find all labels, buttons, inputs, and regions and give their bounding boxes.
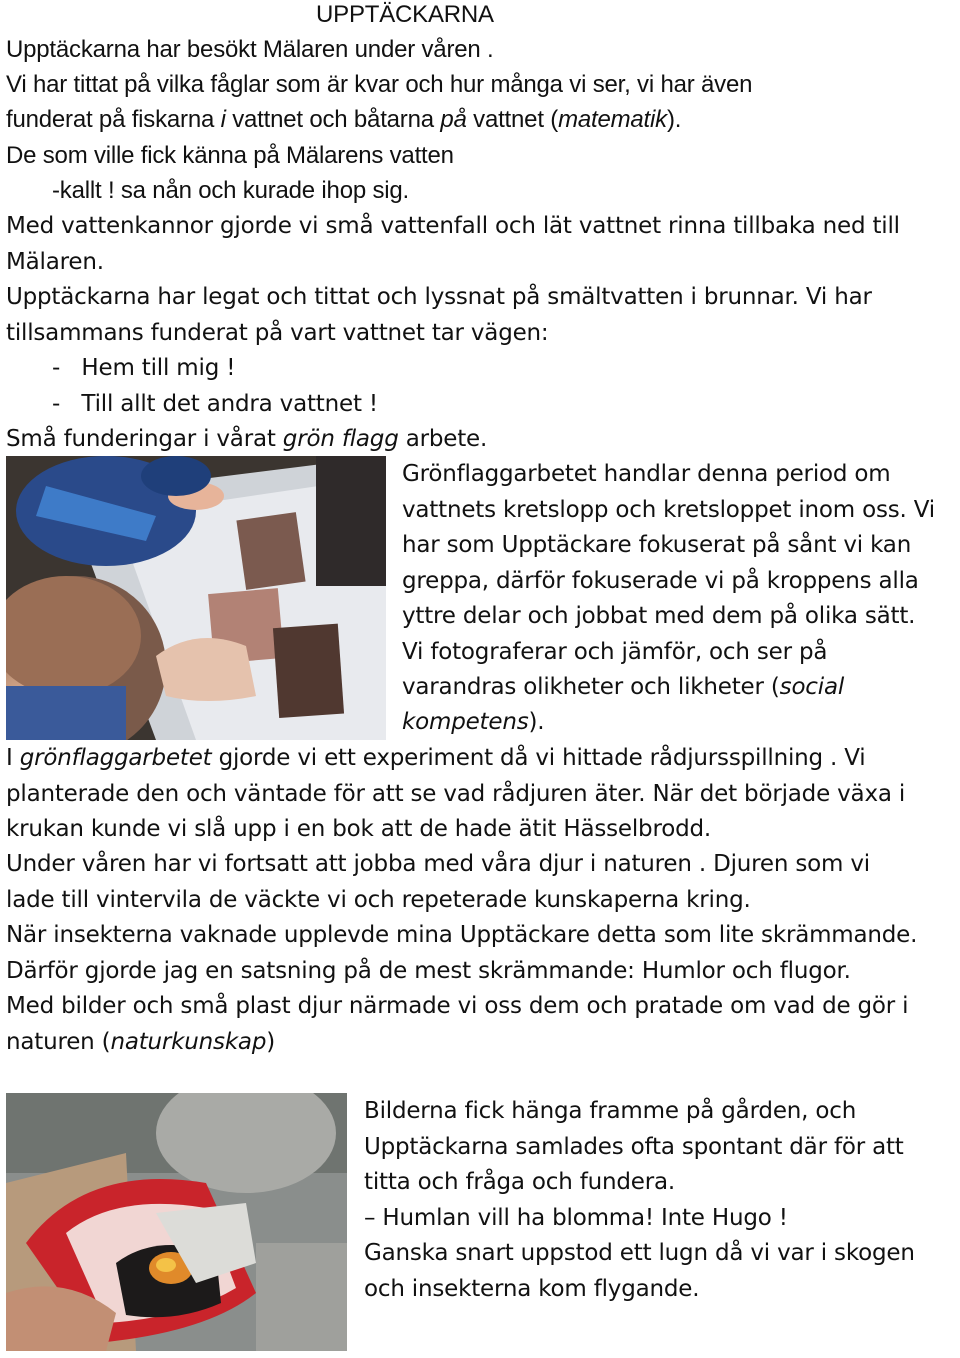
page-title: UPPTÄCKARNA [316, 1, 494, 28]
paragraph-line: lade till vintervila de väckte vi och repeterade kunskaperna kring. [6, 887, 751, 913]
paragraph-line: – Humlan vill ha blomma! Inte Hugo ! [364, 1205, 788, 1231]
photo-graphic [6, 456, 386, 740]
paragraph-line: Mälaren. [6, 249, 104, 275]
text-run: ). [666, 106, 682, 133]
paragraph-line [402, 669, 844, 705]
paragraph-line: har som Upptäckare fokuserat på sånt vi kan [402, 532, 912, 558]
intro-line: Vi har tittat på vilka fåglar som är kvar och hur många vi ser, vi har även [6, 71, 753, 98]
intro-line: -kallt ! sa nån och kurade ihop sig. [52, 177, 410, 204]
paragraph-line [402, 704, 544, 740]
paragraph-line: tillsammans funderat på vart vattnet tar vägen: [6, 320, 549, 346]
text-run: matematik [558, 106, 667, 133]
text-run: grön flagg [282, 426, 399, 452]
text-run: naturen ( [6, 1029, 111, 1055]
paragraph-line: yttre delar och jobbat med dem på olika sätt. [402, 603, 916, 629]
paragraph-line: planterade den och väntade för att se vad rådjuren äter. När det började växa i [6, 781, 906, 807]
paragraph-line: Upptäckarna samlades ofta spontant där för att [364, 1134, 904, 1160]
text-run: funderat på fiskarna [6, 106, 221, 133]
intro-line [6, 102, 681, 138]
paragraph-line: Ganska snart uppstod ett lugn då vi var i skogen [364, 1240, 915, 1266]
paragraph-line: Bilderna fick hänga framme på gården, och [364, 1098, 857, 1124]
intro-line: De som ville fick känna på Mälarens vatten [6, 142, 454, 169]
paragraph-line: Med vattenkannor gjorde vi små vattenfall och lät vattnet rinna tillbaka ned till [6, 213, 900, 239]
photo-graphic [6, 1093, 347, 1351]
paragraph-line: Vi fotograferar och jämför, och ser på [402, 639, 828, 665]
text-run: naturkunskap [110, 1029, 267, 1055]
paragraph-line: Därför gjorde jag en satsning på de mest skrämmande: Humlor och flugor. [6, 958, 851, 984]
paragraph-line: titta och fråga och fundera. [364, 1169, 675, 1195]
paragraph-line [6, 1024, 275, 1060]
text-run: i [220, 106, 226, 133]
text-run: vattnet och båtarna [225, 106, 441, 133]
paragraph-line: krukan kunde vi slå upp i en bok att de hade ätit Hässelbrodd. [6, 816, 711, 842]
paragraph-line: Grönflaggarbetet handlar denna period om [402, 461, 891, 487]
paragraph-line: vattnets kretslopp och kretsloppet inom oss. Vi [402, 497, 935, 523]
text-run: gjorde vi ett experiment då vi hittade rådjursspillning . Vi [211, 745, 866, 771]
bullet-item: - Till allt det andra vattnet ! [52, 391, 378, 417]
text-run: grönflaggarbetet [19, 745, 212, 771]
paragraph-line: Med bilder och små plast djur närmade vi oss dem och pratade om vad de gör i [6, 993, 909, 1019]
text-run: kompetens [402, 709, 529, 735]
text-run: I [6, 745, 20, 771]
text-run: arbete. [398, 426, 488, 452]
text-run: social [779, 674, 845, 700]
text-run: ) [266, 1029, 276, 1055]
paragraph-line: När insekterna vaknade upplevde mina Upptäckare detta som lite skrämmande. [6, 922, 918, 948]
paragraph-line [6, 740, 865, 776]
intro-line: Upptäckarna har besökt Mälaren under våren . [6, 36, 494, 63]
children-hands-photo [6, 456, 386, 740]
text-run: Små funderingar i vårat [6, 426, 283, 452]
paragraph-line [6, 421, 487, 457]
red-case-photo [6, 1093, 347, 1351]
paragraph-line: Under våren har vi fortsatt att jobba med våra djur i naturen . Djuren som vi [6, 851, 870, 877]
text-run: på [440, 106, 467, 133]
text-run: ). [528, 709, 545, 735]
text-run: varandras olikheter och likheter ( [402, 674, 780, 700]
paragraph-line: Upptäckarna har legat och tittat och lyssnat på smältvatten i brunnar. Vi har [6, 284, 872, 310]
paragraph-line: och insekterna kom flygande. [364, 1276, 700, 1302]
paragraph-line: greppa, därför fokuserade vi på kroppens alla [402, 568, 919, 594]
text-run: vattnet ( [466, 106, 559, 133]
bullet-item: - Hem till mig ! [52, 355, 236, 381]
